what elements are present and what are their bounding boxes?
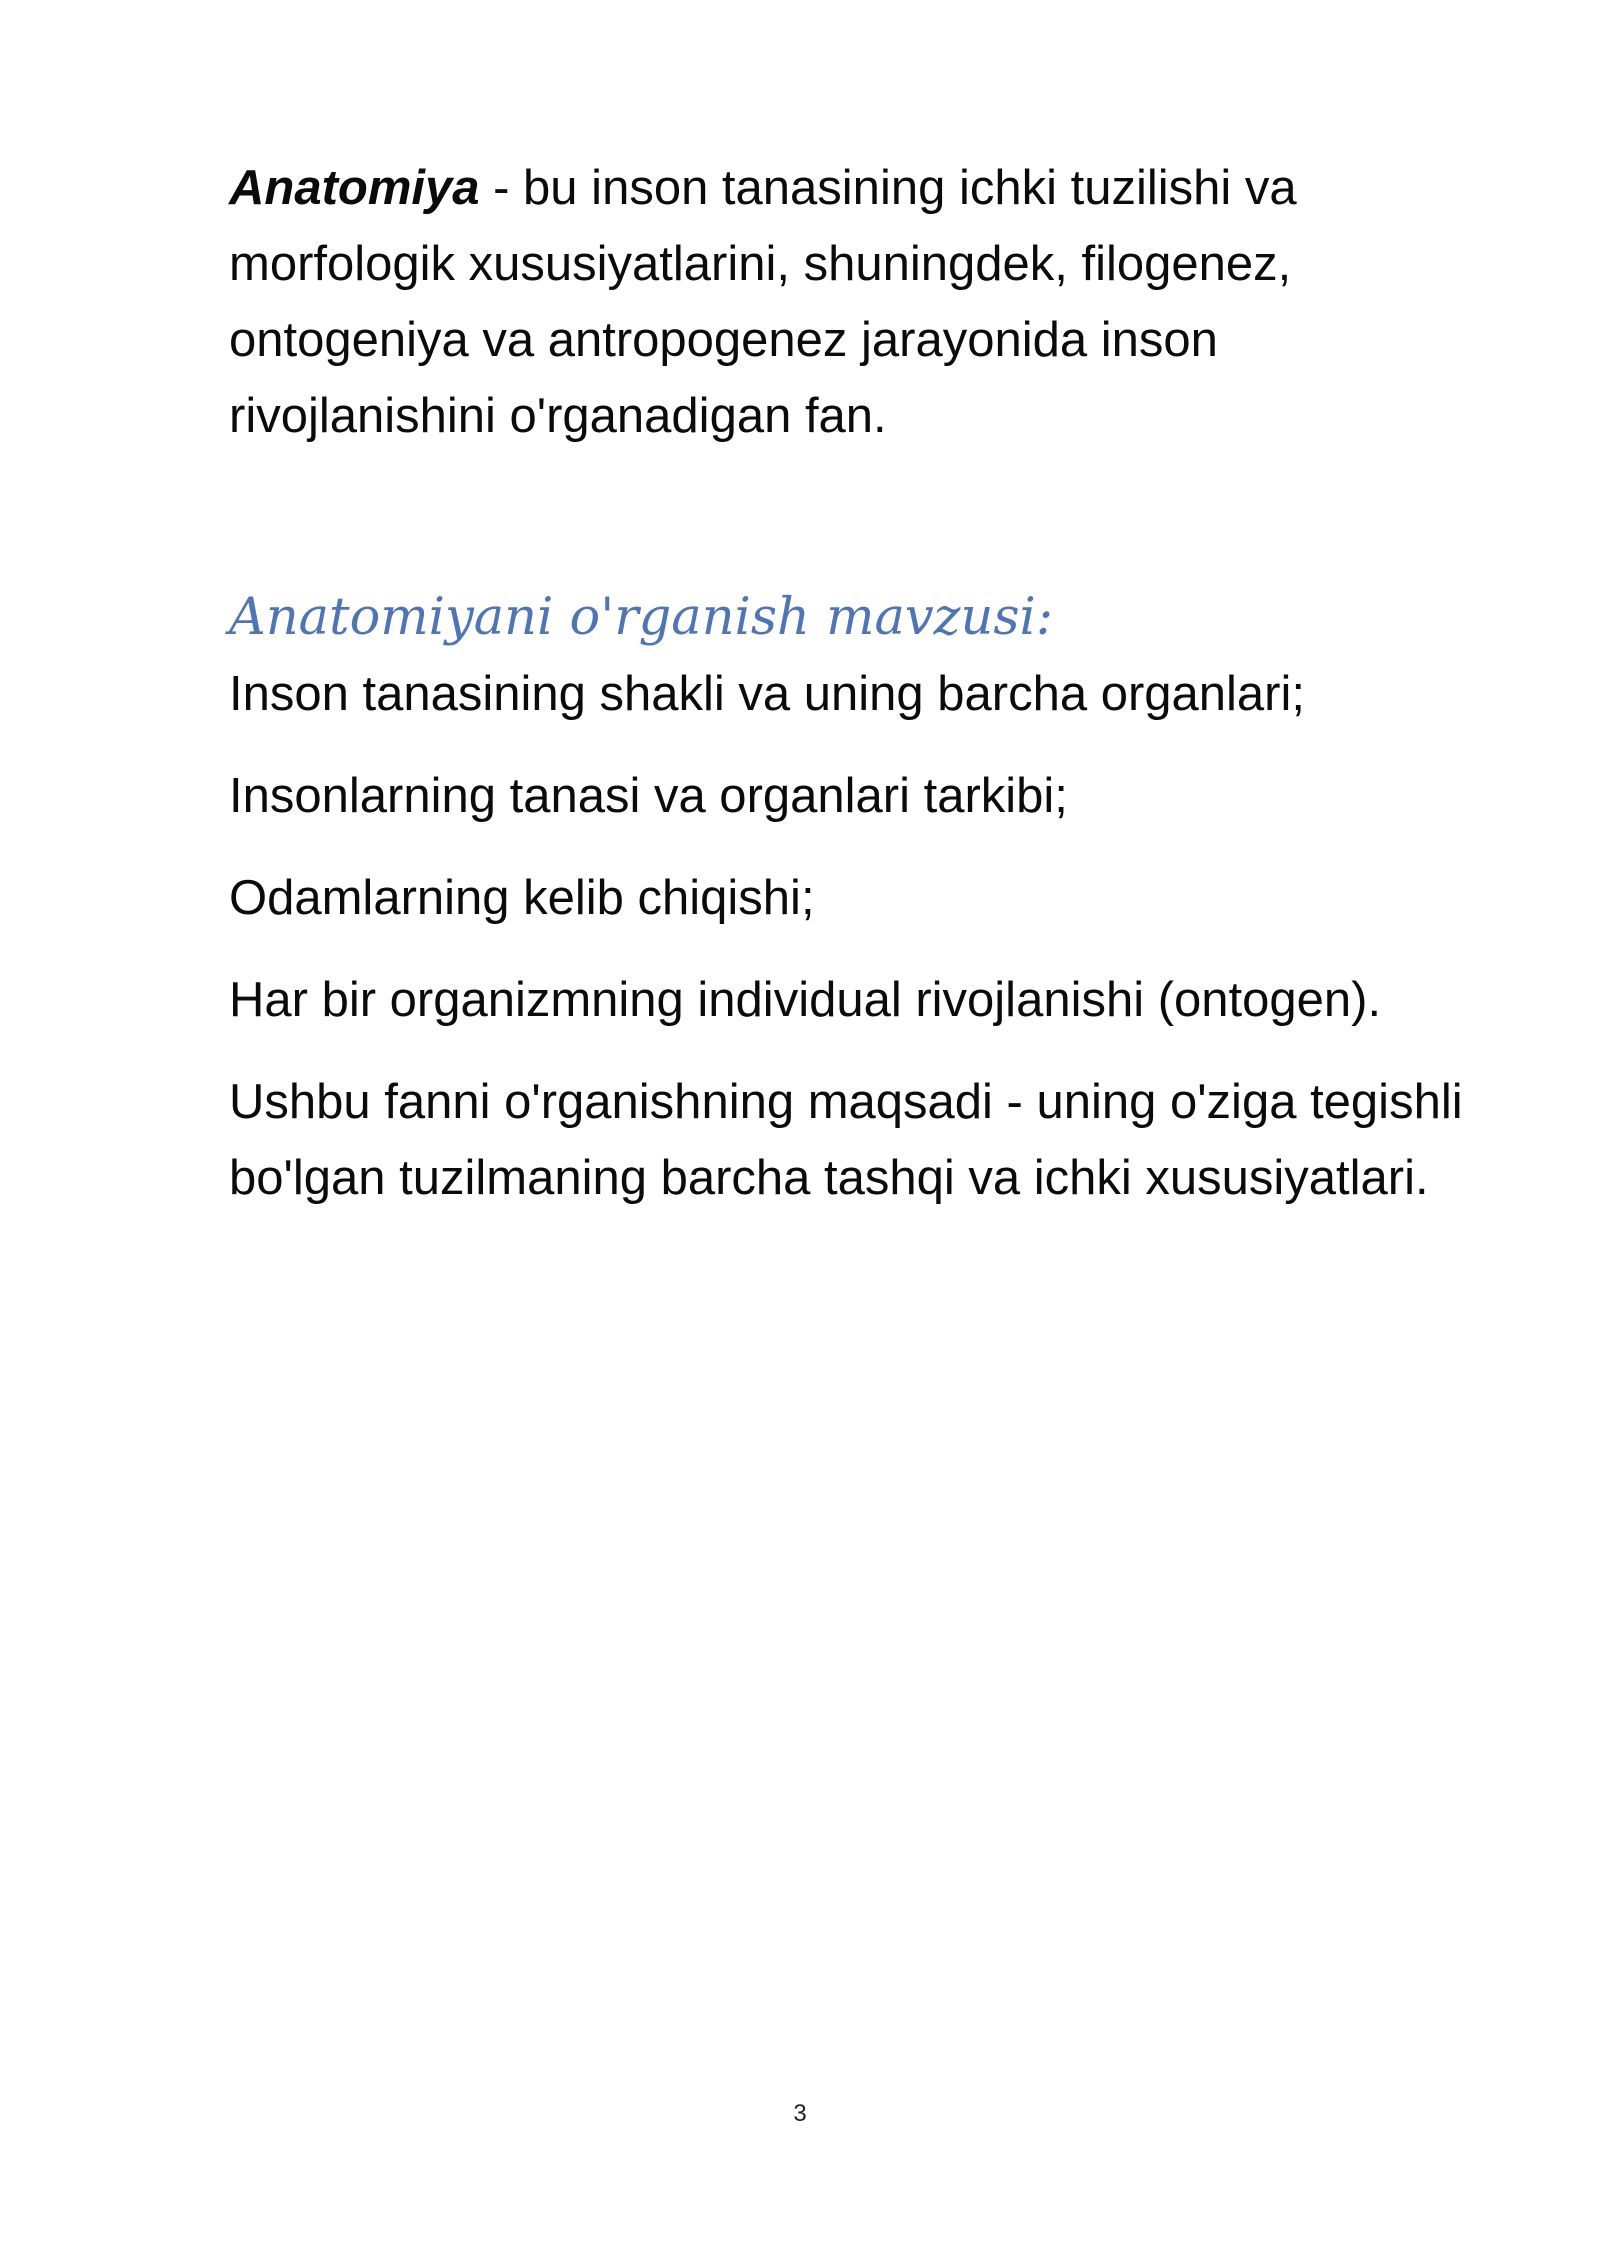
list-item: Inson tanasining shakli va uning barcha organlari; xyxy=(229,667,1305,721)
list-item: Insonlarning tanasi va organlari tarkibi; xyxy=(229,769,1068,823)
page-number: 3 xyxy=(793,2100,807,2127)
definition-text: - bu inson tanasining ichki tuzilishi va morfologik xususiyatlarini, shuningdek, filogenez, ontogeniya va antropogenez jarayonida inson rivojlanishini o'rganadigan fan. xyxy=(229,161,1297,443)
list-item: Har bir organizmning individual rivojlanishi (ontogen). xyxy=(229,973,1382,1027)
section-heading: Anatomiyani o'rganish mavzusi: xyxy=(229,588,1054,647)
list-item: Odamlarning kelib chiqishi; xyxy=(229,871,815,925)
definition-paragraph xyxy=(229,150,1489,454)
defined-term: Anatomiya xyxy=(229,161,480,215)
page-content xyxy=(229,150,1489,1216)
subject-list xyxy=(229,656,1489,1038)
goal-paragraph: Ushbu fanni o'rganishning maqsadi - uning o'ziga tegishli bo'lgan tuzilmaning barcha tashqi va ichki xususiyatlari. xyxy=(229,1075,1463,1205)
